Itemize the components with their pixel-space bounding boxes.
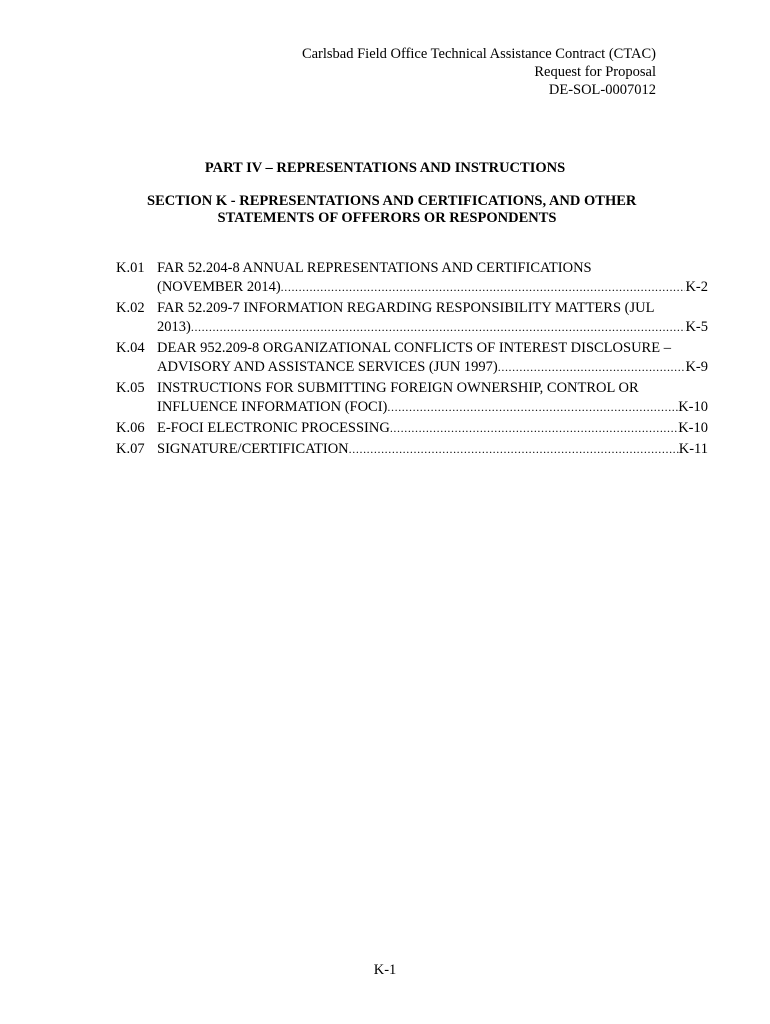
page-number: K-1 — [373, 962, 397, 978]
toc-entry-title-cont: ADVISORY AND ASSISTANCE SERVICES (JUN 1997) — [157, 359, 498, 375]
toc-entry-title: INSTRUCTIONS FOR SUBMITTING FOREIGN OWNERSHIP, CONTROL OR — [157, 380, 639, 396]
toc-leader-dots — [349, 440, 679, 459]
toc-entry-k01[interactable] — [116, 259, 708, 297]
toc-entry-title: FAR 52.204-8 ANNUAL REPRESENTATIONS AND CERTIFICATIONS — [157, 260, 592, 276]
toc-entry-title: SIGNATURE/CERTIFICATION — [157, 441, 349, 457]
toc-entry-number: K.05 — [116, 380, 145, 396]
toc-leader-dots — [498, 358, 686, 377]
toc-leader-dots — [387, 398, 678, 417]
toc-entry-title: E-FOCI ELECTRONIC PROCESSING — [157, 420, 390, 436]
header-solicitation-number: DE-SOL-0007012 — [548, 82, 656, 98]
toc-entry-k07[interactable] — [116, 440, 708, 459]
toc-entry-page: K-10 — [678, 399, 708, 415]
toc-entry-title-cont: INFLUENCE INFORMATION (FOCI) — [157, 399, 388, 415]
toc-entry-k02[interactable] — [116, 299, 708, 337]
toc-entry-number: K.02 — [116, 300, 145, 316]
toc-entry-number: K.04 — [116, 340, 145, 356]
toc-leader-dots — [281, 278, 686, 297]
toc-leader-dots — [191, 318, 686, 337]
document-header — [302, 45, 656, 99]
toc-entry-k04[interactable] — [116, 339, 708, 377]
toc-entry-title-cont: 2013) — [157, 319, 191, 335]
toc-entry-title-cont: (NOVEMBER 2014) — [157, 279, 281, 295]
toc-leader-dots — [390, 419, 678, 438]
toc-entry-page: K-2 — [685, 279, 708, 295]
toc-entry-page: K-10 — [678, 420, 708, 436]
toc-entry-number: K.06 — [116, 420, 145, 436]
toc-entry-title: DEAR 952.209-8 ORGANIZATIONAL CONFLICTS OF INTEREST DISCLOSURE – — [157, 340, 671, 356]
header-document-type: Request for Proposal — [534, 64, 656, 80]
table-of-contents — [116, 259, 708, 461]
section-title-line1: SECTION K - REPRESENTATIONS AND CERTIFICATIONS, AND OTHER — [147, 193, 637, 209]
toc-entry-k06[interactable] — [116, 419, 708, 438]
toc-entry-page: K-11 — [678, 441, 708, 457]
toc-entry-title: FAR 52.209-7 INFORMATION REGARDING RESPONSIBILITY MATTERS (JUL — [157, 300, 655, 316]
header-contract-title: Carlsbad Field Office Technical Assistance Contract (CTAC) — [301, 46, 656, 62]
section-title — [147, 193, 637, 227]
part-title: PART IV – REPRESENTATIONS AND INSTRUCTIONS — [204, 160, 566, 176]
toc-entry-page: K-5 — [685, 319, 708, 335]
toc-entry-page: K-9 — [685, 359, 708, 375]
toc-entry-k05[interactable] — [116, 379, 708, 417]
toc-entry-number: K.07 — [116, 441, 145, 457]
section-title-line2: STATEMENTS OF OFFERORS OR RESPONDENTS — [217, 210, 557, 226]
toc-entry-number: K.01 — [116, 260, 145, 276]
